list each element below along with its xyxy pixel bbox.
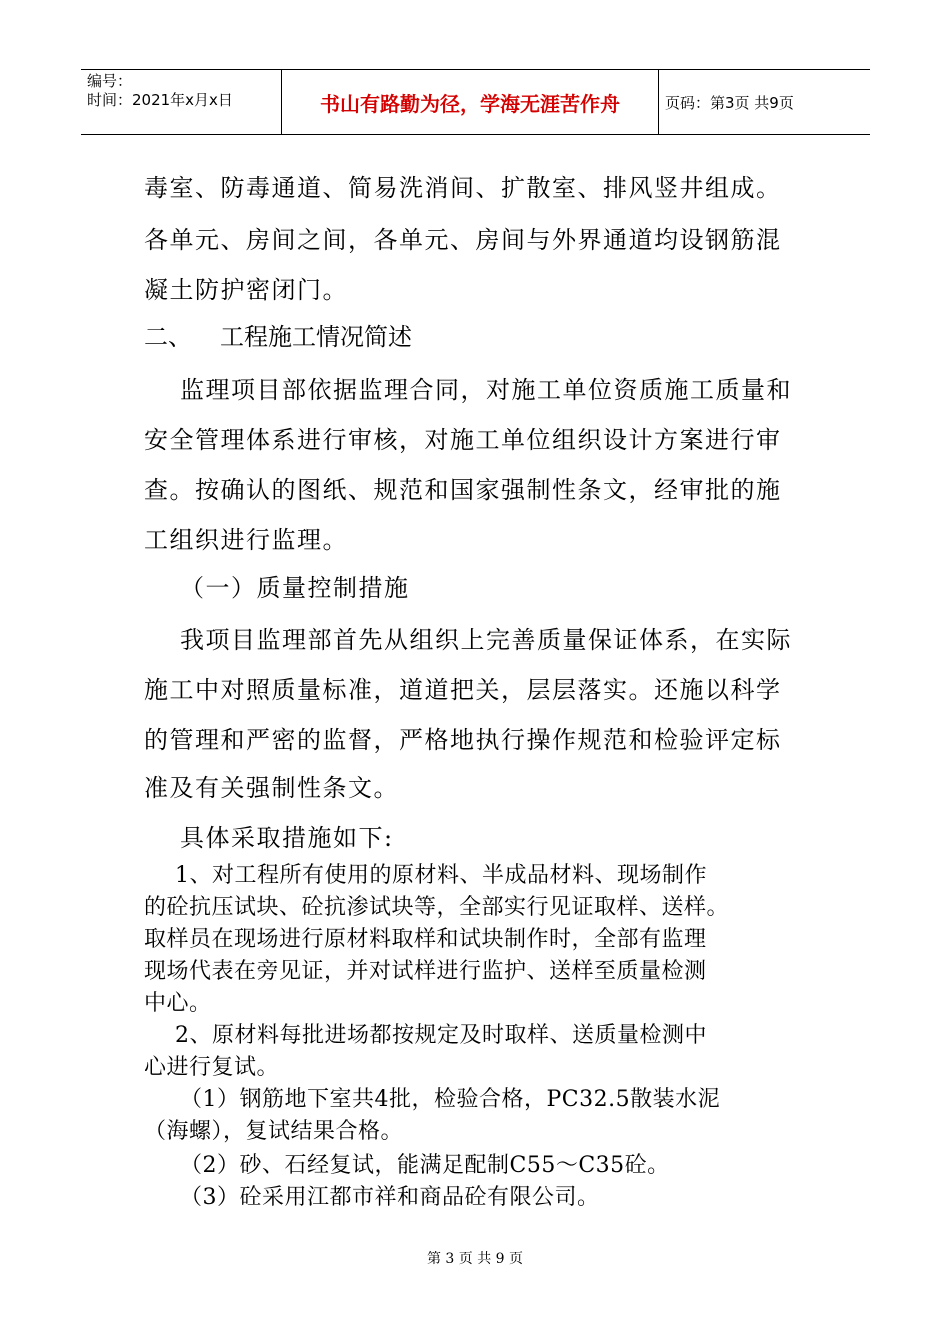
item1-line2: （海螺），复试结果合格。 <box>144 1119 404 1144</box>
measure1-line5: 中心。 <box>144 991 212 1016</box>
item2: （2）砂、石经复试，能满足配制C55～C35砼。 <box>180 1153 670 1178</box>
header-page-info: 页码：第3页 共9页 <box>665 93 794 112</box>
section-number: 二、 <box>144 323 192 351</box>
page-footer: 第 3 页 共 9 页 <box>426 1251 524 1267</box>
item3: （3）砼采用江都市祥和商品砼有限公司。 <box>180 1185 600 1210</box>
section-title: 工程施工情况简述 <box>220 323 412 351</box>
measure2-line2: 心进行复试。 <box>144 1055 280 1080</box>
header-meta <box>81 70 282 134</box>
document-header <box>81 69 870 135</box>
para1-line2: 各单元、房间之间，各单元、房间与外界通道均设钢筋混 <box>144 226 782 254</box>
measure1-line1: 1、对工程所有使用的原材料、半成品材料、现场制作 <box>175 863 707 888</box>
para3-line3: 的管理和严密的监督，严格地执行操作规范和检验评定标 <box>144 726 782 754</box>
header-motto: 书山有路勤为径，学海无涯苦作舟 <box>282 70 659 134</box>
para2-line1: 监理项目部依据监理合同，对施工单位资质施工质量和 <box>180 376 792 404</box>
measure1-line3: 取样员在现场进行原材料取样和试块制作时，全部有监理 <box>144 927 707 952</box>
item1-line1: （1）钢筋地下室共4批，检验合格，PC32.5散装水泥 <box>180 1087 721 1112</box>
para2-line4: 工组织进行监理。 <box>144 526 348 554</box>
para2-line3: 查。按确认的图纸、规范和国家强制性条文，经审批的施 <box>144 476 782 504</box>
para3-line2: 施工中对照质量标准，道道把关，层层落实。还施以科学 <box>144 676 782 704</box>
para1-line3: 凝土防护密闭门。 <box>144 276 348 304</box>
sub-heading: （一）质量控制措施 <box>180 574 410 602</box>
number-label: 编号： <box>87 72 133 90</box>
time-label: 时间：2021年x月x日 <box>87 91 233 109</box>
measure1-line2: 的砼抗压试块、砼抗渗试块等，全部实行见证取样、送样。 <box>144 895 730 920</box>
measure2-line1: 2、原材料每批进场都按规定及时取样、送质量检测中 <box>175 1023 707 1048</box>
para3-line4: 准及有关强制性条文。 <box>144 774 399 802</box>
para2-line2: 安全管理体系进行审核，对施工单位组织设计方案进行审 <box>144 426 782 454</box>
measures-intro: 具体采取措施如下: <box>180 824 394 852</box>
para3-line1: 我项目监理部首先从组织上完善质量保证体系，在实际 <box>180 626 792 654</box>
measure1-line4: 现场代表在旁见证，并对试样进行监护、送样至质量检测 <box>144 959 707 984</box>
section-heading <box>144 317 412 352</box>
para1-line1: 毒室、防毒通道、简易洗消间、扩散室、排风竖井组成。 <box>144 174 782 202</box>
